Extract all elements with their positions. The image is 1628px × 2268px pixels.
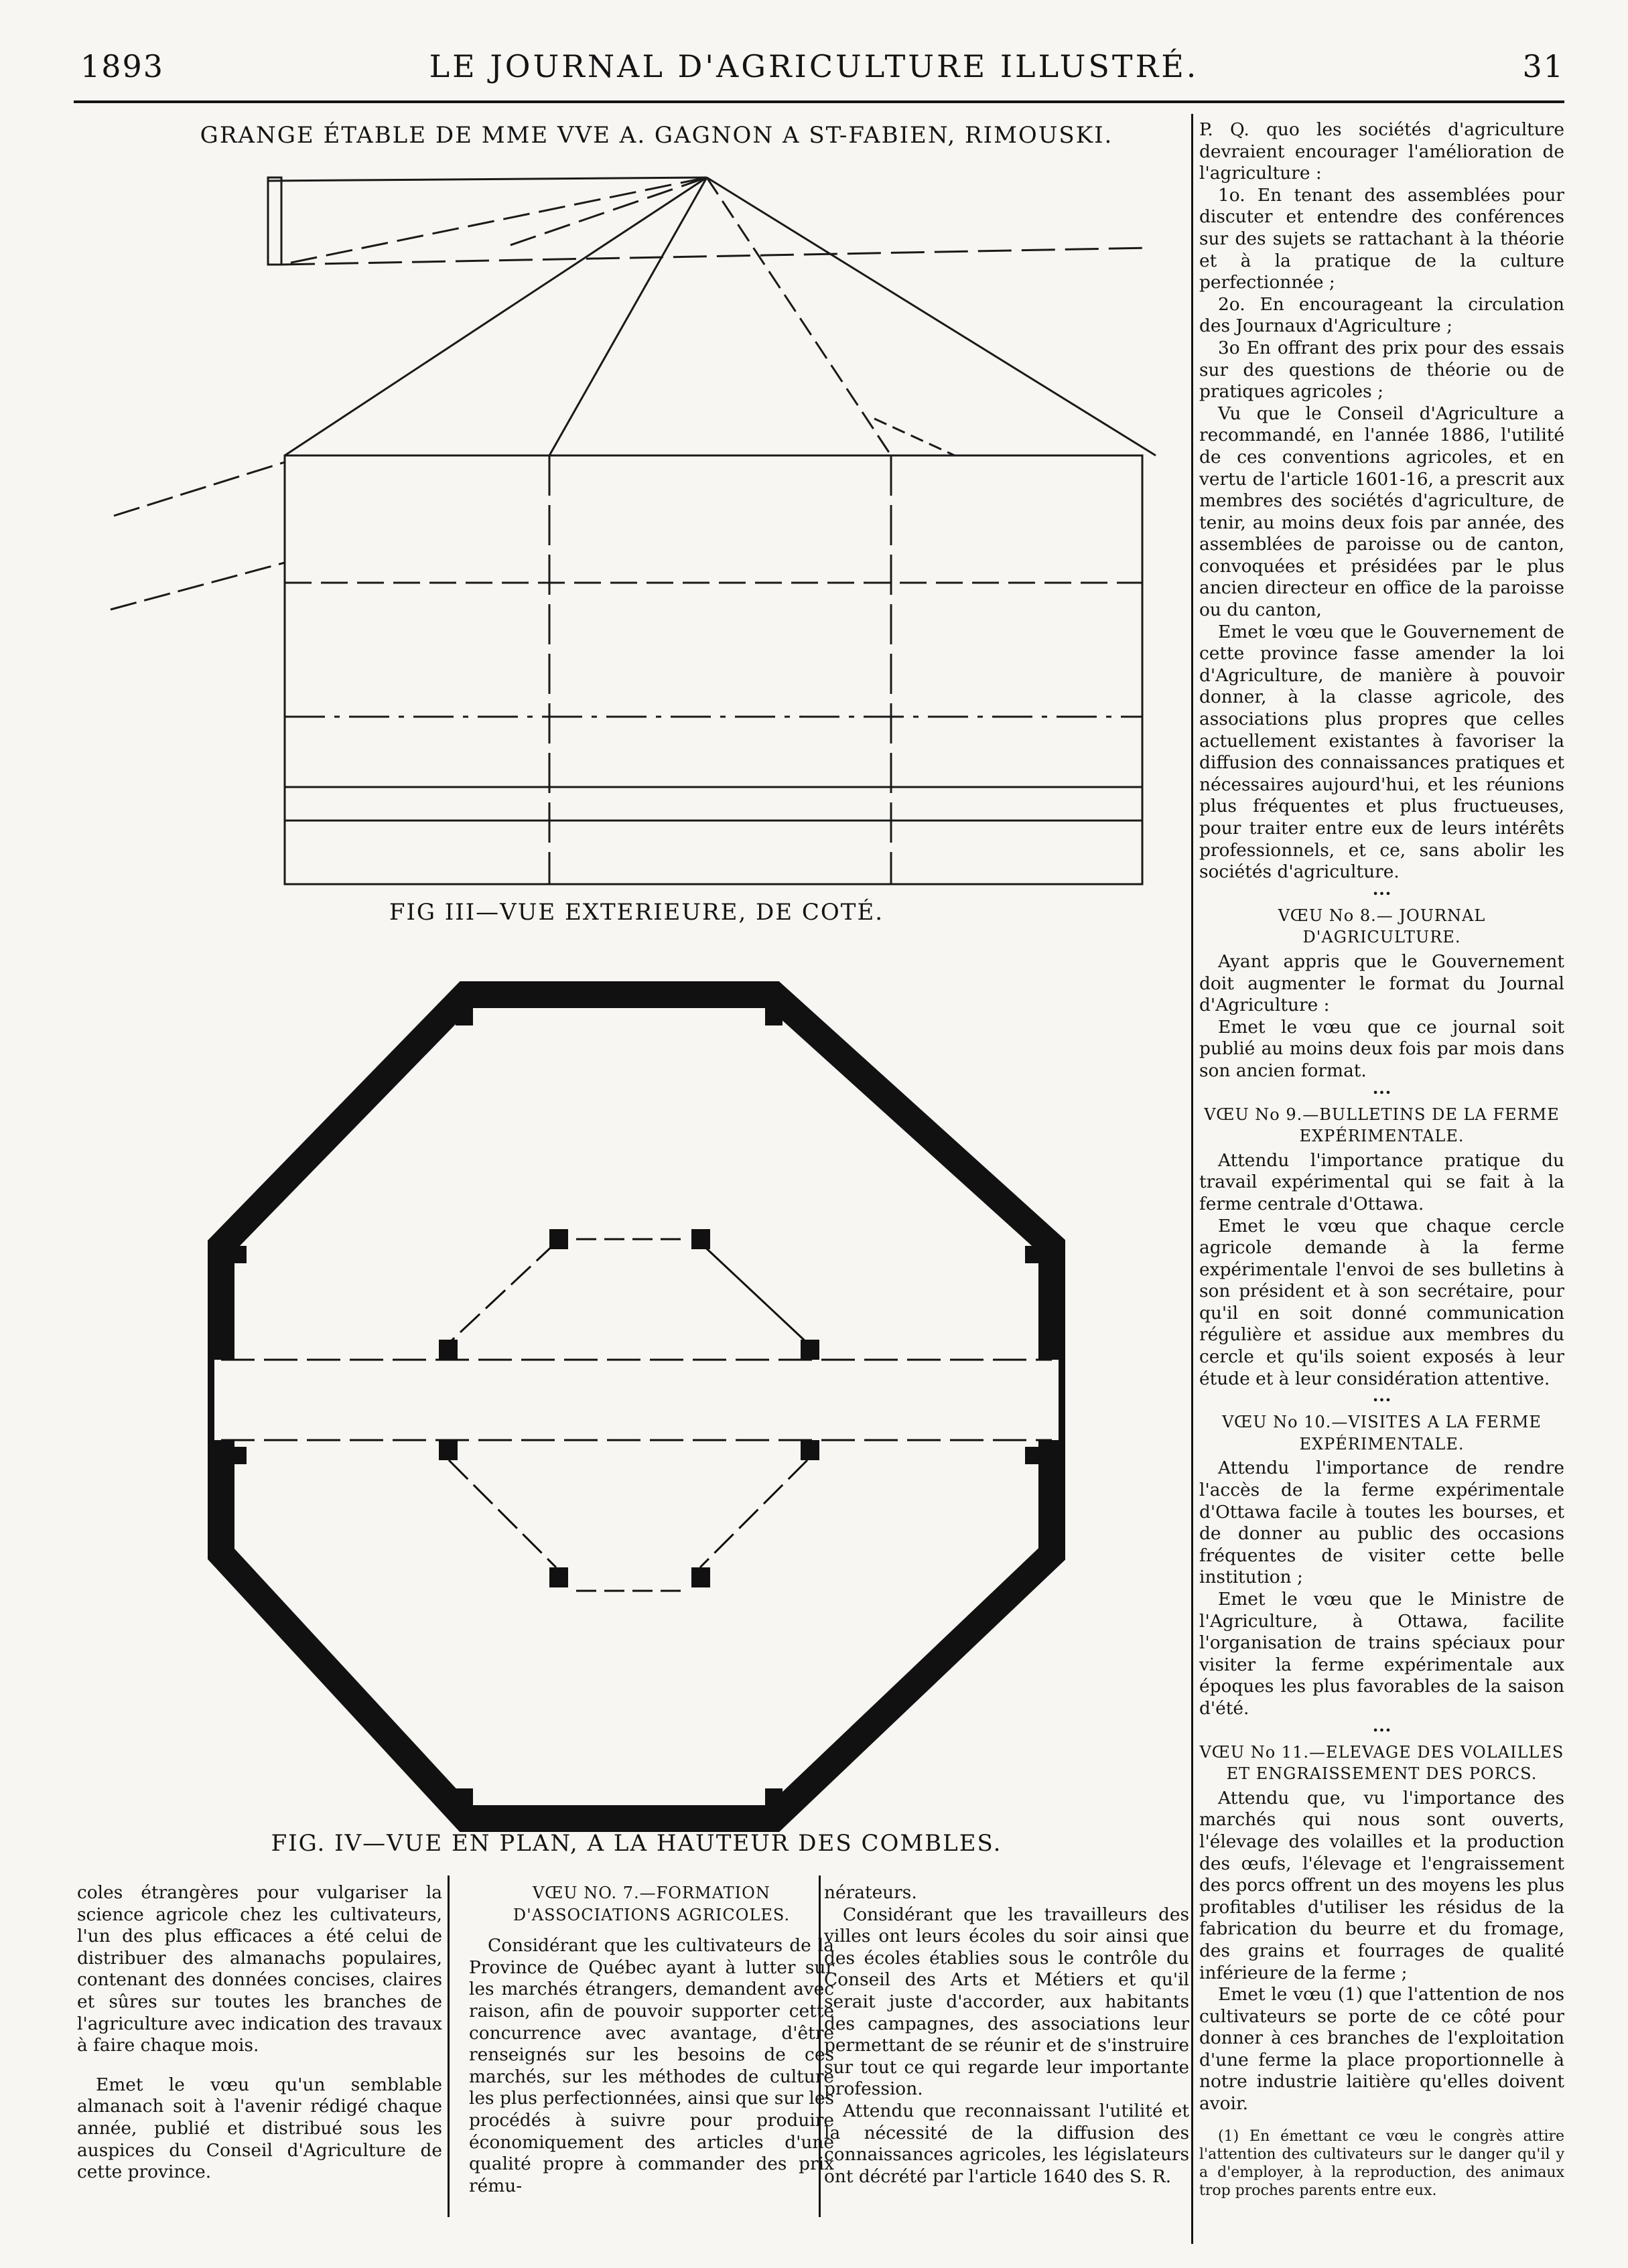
post xyxy=(549,1229,568,1249)
post xyxy=(801,1340,819,1360)
wall-post xyxy=(765,1788,783,1806)
section-heading: VŒU No 9.—BULLETINS DE LA FERME EXPÉRIMENTALE. xyxy=(1204,1105,1560,1146)
ground-line xyxy=(114,462,285,516)
section-heading: VŒU No 11.—ELEVAGE DES VOLAILLES ET ENGRAISSEMENT DES PORCS. xyxy=(1199,1742,1564,1784)
year: 1893 xyxy=(80,48,165,84)
eave-line xyxy=(268,178,707,181)
right-column-text xyxy=(1199,119,1564,2200)
paragraph: Emet le vœu que le Gouvernement de cette province fasse amender la loi d'Agriculture, de manière à pouvoir donner, à la classe agricole, des associations plus propres que celles actuellement existantes à favoriser la diffusion des connaissances pratiques et nécessaires aujourd'hui, et les réunions plus fréquentes et plus fructueuses, pour traiter entre eux de leurs intérêts professionnels, et ce, sans abolir les sociétés d'agriculture. xyxy=(1199,621,1564,883)
paragraph: coles étrangères pour vulgariser la science agricole chez les cultivateurs, l'un des plus efficaces a été celui de distribuer des almanachs populaires, contenant des données concises, claires et sûres sur toutes les branches de l'agriculture avec indication des travaux à faire chaque mois. xyxy=(77,1882,442,2056)
separator: ••• xyxy=(1372,1086,1392,1099)
post xyxy=(691,1229,710,1249)
roof-line xyxy=(281,178,707,265)
roof-line xyxy=(502,178,707,248)
page-number: 31 xyxy=(1522,48,1564,84)
paragraph: Emet le vœu que le Ministre de l'Agriculture, à Ottawa, facilite l'organisation de trains spéciaux pour visiter la ferme expérimentale aux époques les plus favorables de la saison d'été. xyxy=(1199,1589,1564,1719)
footnote: (1) En émettant ce vœu le congrès attire l'attention des cultivateurs sur le danger qu'il y a d'employer, à la reproduction, des animaux trop proches parents entre eux. xyxy=(1199,2127,1564,2199)
vent xyxy=(268,178,281,265)
masthead xyxy=(0,0,1628,114)
paragraph: 1o. En tenant des assemblées pour discuter et entendre des conférences sur des sujets se rattachant à la théorie et à la pratique de la culture perfectionnée ; xyxy=(1199,184,1564,293)
bottom-column-3 xyxy=(824,1882,1189,2188)
paragraph: Emet le vœu qu'un semblable almanach soit à l'avenir rédigé chaque année, publié et distribué sous les auspices du Conseil d'Agriculture de cette province. xyxy=(77,2074,442,2183)
bottom-columns xyxy=(77,1882,1189,2230)
roof-right xyxy=(707,178,1156,455)
central-passage xyxy=(214,1360,1059,1440)
post xyxy=(691,1567,710,1587)
paragraph: Attendu que, vu l'importance des marchés qui nous sont ouverts, l'élevage des volailles et la production des œufs, l'élevage et l'engraissement des porcs offrent un des moyens les plus profitables d'utiliser les résidus de la fabrication du beurre et du fromage, des grains et fourrages de qualité inférieure de la ferme ; xyxy=(1199,1787,1564,1983)
ridge-line xyxy=(281,248,1149,265)
roof-left xyxy=(285,178,707,455)
section-heading: VŒU No 10.—VISITES A LA FERME EXPÉRIMENTALE. xyxy=(1222,1413,1542,1454)
paragraph: Attendu que reconnaissant l'utilité et la nécessité de la diffusion des connaissances agricoles, les législateurs ont décrété par l'article 1640 des S. R. xyxy=(824,2100,1189,2187)
header-rule xyxy=(74,100,1564,103)
floor-plan-drawing xyxy=(201,978,1105,1842)
paragraph: Ayant appris que le Gouvernement doit augmenter le format du Journal d'Agriculture : xyxy=(1199,950,1564,1016)
hip-left xyxy=(549,178,707,455)
post xyxy=(549,1567,568,1587)
bracing-line xyxy=(700,1243,807,1343)
paragraph: Considérant que les travailleurs des villes ont leurs écoles du soir ainsi que des écoles établies sous le contrôle du Conseil des Arts et Métiers et qu'il serait juste d'accorder, aux habitants des campagnes, des associations leur permettant de se réunir et de s'instruire sur tout ce qui regarde leur importante profession. xyxy=(824,1904,1189,2100)
bracing-line xyxy=(700,1460,807,1567)
bottom-column-2 xyxy=(469,1882,834,2197)
wall-post xyxy=(456,1008,473,1025)
paragraph: Vu que le Conseil d'Agriculture a recommandé, en l'année 1886, l'utilité de ces conventions agricoles, et en vertu de l'article 1601-16, a prescrit aux membres des sociétés d'agriculture, de tenir, au moins deux fois par année, des assemblées de paroisse ou de canton, convoquées et présidées par le plus ancien directeur en office de la paroisse ou du canton, xyxy=(1199,403,1564,621)
journal-title: LE JOURNAL D'AGRICULTURE ILLUSTRÉ. xyxy=(429,48,1199,84)
paragraph: Emet le vœu que chaque cercle agricole demande à la ferme expérimentale l'envoi de ses bulletins à son président et à son secrétaire, pour qu'il en soit donné communication régulière et assidue aux membres du cercle et qu'ils soient exposés à leur étude et à leur considération attentive. xyxy=(1199,1215,1564,1389)
figure-caption-iv: FIG. IV—VUE EN PLAN, A LA HAUTEUR DES COMBLES. xyxy=(271,1830,1002,1857)
wall-post xyxy=(765,1008,783,1025)
wall-post xyxy=(229,1447,247,1464)
bracing-line xyxy=(449,1243,556,1343)
post xyxy=(801,1440,819,1460)
bracing-line xyxy=(449,1460,556,1567)
post xyxy=(439,1340,458,1360)
separator: ••• xyxy=(1372,887,1392,900)
figure-caption-iii: FIG III—VUE EXTERIEURE, DE COTÉ. xyxy=(389,899,884,926)
paragraph: Considérant que les cultivateurs de la Province de Québec ayant à lutter sur les marchés étrangers, demandent avec raison, afin de pouvoir supporter cette concurrence avec avantage, d'être renseignés sur les besoins de ces marchés, sur les méthodes de culture les plus perfectionnées, ainsi que sur les procédés à suivre pour produire économiquement des articles d'une qualité propre à commander des prix rému- xyxy=(469,1935,834,2196)
paragraph: Attendu l'importance de rendre l'accès de la ferme expérimentale d'Ottawa facile à toutes les bourses, et de donner au public des occasions fréquentes de visiter cette belle institution ; xyxy=(1199,1458,1564,1588)
wall-post xyxy=(1025,1447,1042,1464)
section-heading: VŒU NO. 7.—FORMATION D'ASSOCIATIONS AGRICOLES. xyxy=(513,1884,791,1924)
paragraph: 2o. En encourageant la circulation des Journaux d'Agriculture ; xyxy=(1199,293,1564,337)
section-heading: VŒU No 8.— JOURNAL D'AGRICULTURE. xyxy=(1278,906,1486,947)
bottom-column-1 xyxy=(77,1882,442,2184)
separator: ••• xyxy=(1372,1394,1392,1407)
figure-title: GRANGE ÉTABLE DE MME VVE A. GAGNON A ST-FABIEN, RIMOUSKI. xyxy=(200,122,1113,149)
paragraph: Emet le vœu que ce journal soit publié au moins deux fois par mois dans son ancien format. xyxy=(1199,1016,1564,1081)
wall-post xyxy=(1025,1246,1042,1263)
column-rule xyxy=(1191,114,1193,2244)
ground-line xyxy=(111,563,285,610)
hip-right xyxy=(707,178,891,455)
paragraph: nérateurs. xyxy=(824,1882,917,1903)
paragraph: 3o En offrant des prix pour des essais sur des questions de théorie ou de pratiques agricoles ; xyxy=(1199,337,1564,403)
paragraph: Emet le vœu (1) que l'attention de nos cultivateurs se porte de ce côté pour donner à ces branches de l'exploitation d'une ferme la place proportionnelle à notre industrie laitière qu'elles doivent avoir. xyxy=(1199,1984,1564,2115)
paragraph: Attendu l'importance pratique du travail expérimental qui se fait à la ferme centrale d'Ottawa. xyxy=(1199,1149,1564,1214)
elevation-drawing xyxy=(100,161,1186,891)
wall-post xyxy=(456,1788,473,1806)
paragraph: P. Q. quo les sociétés d'agriculture devraient encourager l'amélioration de l'agriculture : xyxy=(1199,119,1564,184)
separator: ••• xyxy=(1372,1723,1392,1737)
post xyxy=(439,1440,458,1460)
wall-post xyxy=(229,1246,247,1263)
